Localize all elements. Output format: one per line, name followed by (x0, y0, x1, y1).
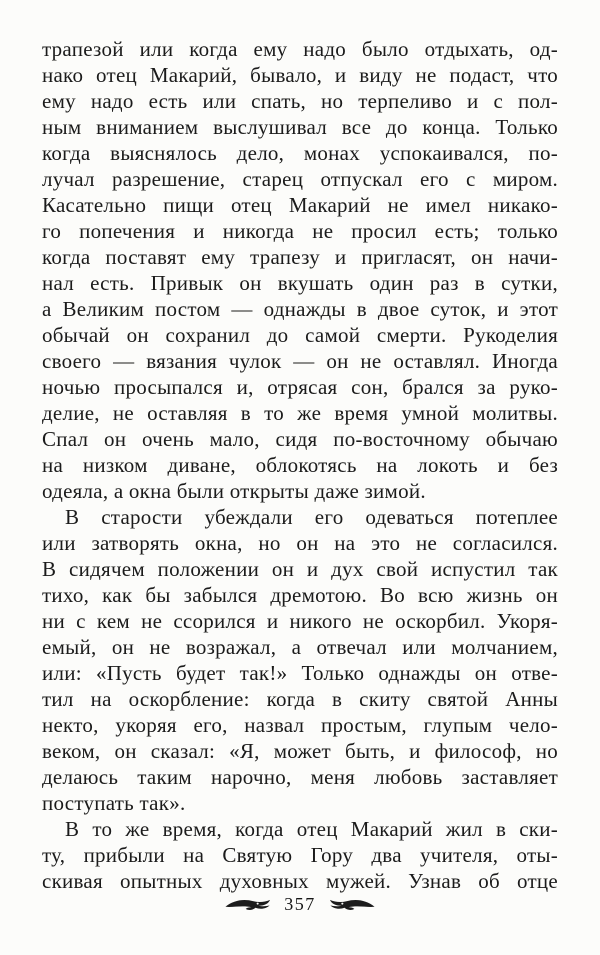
text-line: обычай он сохранил до самой смерти. Рукоделия (42, 323, 558, 347)
text-line: ни с кем не ссорился и никого не оскорбил. Укоря- (42, 609, 558, 633)
text-line-paragraph-start: В то же время, когда отец Макарий жил в ски- (65, 817, 558, 841)
text-line: ему надо есть или спать, но терпеливо и с пол- (42, 89, 558, 113)
text-line: некто, укоряя его, назвал простым, глупым чело- (42, 713, 558, 737)
text-line: го попечения и никогда не просил есть; только (42, 219, 558, 243)
text-line: делаюсь таким нарочно, меня любовь заставляет (42, 765, 558, 789)
text-line: тихо, как бы забылся дремотою. Во всю жизнь он (42, 583, 558, 607)
text-line-paragraph-start: В старости убеждали его одеваться потеплее (65, 505, 558, 529)
text-line-paragraph-end: одеяла, а окна были открыты даже зимой. (42, 479, 426, 503)
text-line: нал есть. Привык он вкушать один раз в сутки, (42, 271, 558, 295)
text-block (42, 36, 558, 894)
text-line: или затворять окна, но он на это не согласился. (42, 531, 558, 555)
text-line: своего — вязания чулок — он не оставлял. Иногда (42, 349, 558, 373)
text-line: Касательно пищи отец Макарий не имел никако- (42, 193, 558, 217)
text-line: или: «Пусть будет так!» Только однажды он отве- (42, 661, 558, 685)
text-line: когда выяснялось дело, монах успокаивался, по- (42, 141, 558, 165)
text-line: скивая опытных духовных мужей. Узнав об отце (42, 869, 558, 893)
text-line: а Великим постом — однажды в двое суток, и этот (42, 297, 558, 321)
text-line: Спал он очень мало, сидя по-восточному обычаю (42, 427, 558, 451)
text-line: лучал разрешение, старец отпускал его с миром. (42, 167, 558, 191)
text-line: нако отец Макарий, бывало, и виду не подаст, что (42, 63, 558, 87)
text-line: веком, он сказал: «Я, может быть, и философ, но (42, 739, 558, 763)
text-line: делие, не оставляя в то же время умной молитвы. (42, 401, 558, 425)
text-line: когда поставят ему трапезу и пригласят, он начи- (42, 245, 558, 269)
text-line: на низком диване, облокотясь на локоть и без (42, 453, 558, 477)
text-line: ночью просыпался и, отрясая сон, брался за руко- (42, 375, 558, 399)
page-footer (0, 894, 600, 915)
floral-flourish-right-icon (329, 897, 375, 912)
floral-flourish-left-icon (225, 897, 271, 912)
text-line: емый, он не возражал, а отвечал или молчанием, (42, 635, 558, 659)
text-line: ным вниманием выслушивал все до конца. Только (42, 115, 558, 139)
text-line: В сидячем положении он и дух свой испустил так (42, 557, 558, 581)
text-line: тил на оскорбление: когда в скиту святой Анны (42, 687, 558, 711)
text-line: ту, прибыли на Святую Гору два учителя, оты- (42, 843, 558, 867)
text-line-paragraph-end: поступать так». (42, 791, 186, 815)
text-line: трапезой или когда ему надо было отдыхать, од- (42, 37, 558, 61)
page-number: 357 (284, 894, 316, 914)
